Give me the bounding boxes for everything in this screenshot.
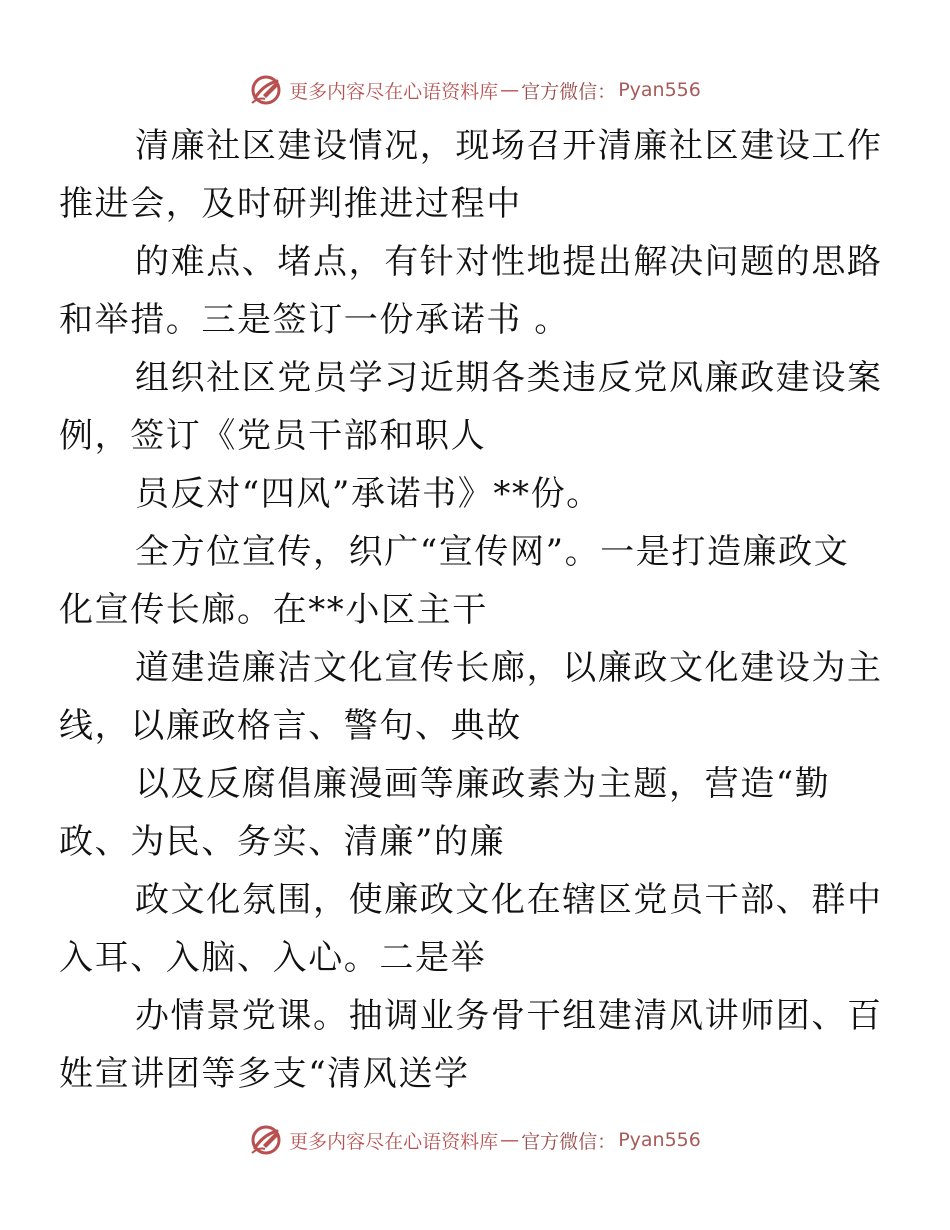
line: 化宣传长廊。在**小区主干 [59,590,488,630]
watermark-brand: 更多内容尽在心语资料库 [289,80,499,103]
line: 员反对“四风”承诺书》**份。 [135,474,602,514]
line: 入耳、入脑、入心。二是举 [59,938,487,978]
paragraph [59,871,883,987]
line: 以及反腐倡廉漫画等廉政素为主题，营造“勤 [135,764,831,804]
paragraph [59,233,883,349]
line: 道建造廉洁文化宣传长廊，以廉政文化建设为主 [135,648,883,688]
line: 推进会，及时研判推进过程中 [59,184,522,224]
watermark-label: 官方微信： [521,80,617,103]
header-watermark [0,70,950,110]
document-body [59,117,883,1103]
line: 全方位宣传，织广“宣传网”。一是打造廉政文 [135,532,850,572]
paragraph [59,755,857,871]
line: 清廉社区建设情况，现场召开清廉社区建设工作 [135,126,883,166]
line: 政、为民、务实、清廉”的廉 [59,822,506,862]
line: 姓宣讲团等多支“清风送学 [59,1054,470,1094]
pen-logo-icon [249,73,283,107]
line: 办情景党课。抽调业务骨干组建清风讲师团、百 [135,996,883,1036]
watermark-id: Pyan556 [618,79,701,101]
paragraph [59,639,883,755]
watermark-separator: — [500,79,520,101]
line: 线，以廉政格言、警句、典故 [59,706,522,746]
paragraph [59,349,883,465]
footer-watermark [0,1120,950,1160]
line: 的难点、堵点，有针对性地提出解决问题的思路 [135,242,883,282]
watermark-label: 官方微信： [521,1130,617,1153]
watermark-separator: — [500,1129,520,1151]
paragraph [59,117,883,233]
line: 组织社区党员学习近期各类违反党风廉政建设案 [135,358,883,398]
line: 政文化氛围，使廉政文化在辖区党员干部、群中 [135,880,883,920]
line: 和举措。三是签订一份承诺书 。 [59,300,570,340]
line: 例，签订《党员干部和职人 [59,416,487,456]
paragraph [59,987,883,1103]
watermark-id: Pyan556 [618,1129,701,1151]
pen-logo-icon [249,1123,283,1157]
watermark-brand: 更多内容尽在心语资料库 [289,1130,499,1153]
paragraph [59,523,857,639]
paragraph [97,465,857,523]
